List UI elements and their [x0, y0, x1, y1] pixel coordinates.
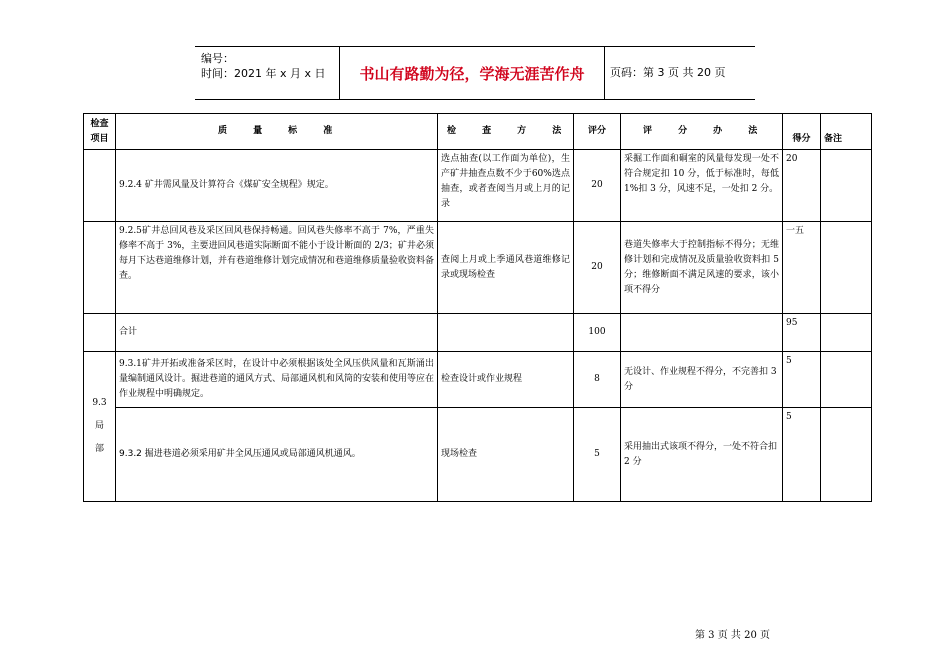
cell-item	[84, 222, 116, 314]
inspection-table	[83, 113, 872, 502]
document-header	[195, 46, 755, 100]
cell-score: 20	[574, 222, 621, 314]
cell-score: 100	[574, 314, 621, 352]
cell-item	[84, 314, 116, 352]
header-standard: 质 量 标 准	[116, 114, 438, 150]
cell-score: 5	[574, 408, 621, 502]
cell-got: 20	[783, 150, 821, 222]
cell-method: 查阅上月或上季通风巷道维修记录或现场检查	[438, 222, 574, 314]
cell-item-section	[84, 352, 116, 502]
table-header-row	[84, 114, 872, 150]
table-row	[84, 222, 872, 314]
cell-got: 95	[783, 314, 821, 352]
header-got: 得分	[783, 114, 821, 150]
cell-scoring: 采用抽出式该项不得分，一处不符合扣 2 分	[621, 408, 783, 502]
cell-method: 现场检查	[438, 408, 574, 502]
cell-remark	[821, 222, 872, 314]
cell-scoring: 采掘工作面和硐室的风量每发现一处不符合规定扣 10 分，低于标准时，每低 1%扣 3 分，风速不足，一处扣 2 分。	[621, 150, 783, 222]
cell-scoring: 无设计、作业规程不得分，不完善扣 3 分	[621, 352, 783, 408]
section-line1: 局	[94, 421, 104, 431]
cell-standard: 9.2.5矿井总回风巷及采区回风巷保持畅通。回风巷失修率不高于 7%，严重失修率不高于 3%，主要进回风巷道实际断面不能小于设计断面的 2/3；矿井必须每月下达巷道维修计划，并有巷道维修计划完成情况和巷道维修质量验收资料备查。	[116, 222, 438, 314]
page-indicator: 页码：第 3 页 共 20 页	[610, 66, 726, 79]
cell-got: 一五	[783, 222, 821, 314]
section-line2: 部	[94, 444, 104, 454]
cell-score: 20	[574, 150, 621, 222]
header-score: 评分	[574, 114, 621, 150]
header-item: 检查项目	[84, 114, 116, 150]
header-divider	[604, 47, 605, 99]
table-row	[84, 150, 872, 222]
date-text: 时间：2021 年 x 月 x 日	[201, 67, 326, 80]
header-left	[201, 51, 326, 81]
cell-method: 检查设计或作业规程	[438, 352, 574, 408]
page-footer: 第 3 页 共 20 页	[695, 630, 770, 641]
header-scoring: 评 分 办 法	[621, 114, 783, 150]
table-row	[84, 352, 872, 408]
header-remark: 备注	[821, 114, 872, 150]
cell-standard: 9.2.4 矿井需风量及计算符合《煤矿安全规程》规定。	[116, 150, 438, 222]
cell-item	[84, 150, 116, 222]
code-label: 编号：	[201, 52, 234, 65]
cell-scoring	[621, 314, 783, 352]
cell-method: 选点抽查(以工作面为单位)，生产矿井抽查点数不少于60%选点抽查，或者查阅当月或上月的记录	[438, 150, 574, 222]
cell-remark	[821, 408, 872, 502]
cell-score: 8	[574, 352, 621, 408]
cell-method	[438, 314, 574, 352]
cell-standard: 合计	[116, 314, 438, 352]
cell-got: 5	[783, 352, 821, 408]
cell-remark	[821, 352, 872, 408]
cell-got: 5	[783, 408, 821, 502]
header-method: 检 查 方 法	[438, 114, 574, 150]
motto: 书山有路勤为径，学海无涯苦作舟	[359, 65, 585, 83]
cell-remark	[821, 150, 872, 222]
cell-scoring: 巷道失修率大于控制指标不得分；无维修计划和完成情况及质量验收资料扣 5 分；维修断面不满足风速的要求，该小项不得分	[621, 222, 783, 314]
table-row-total	[84, 314, 872, 352]
section-code: 9.3	[92, 398, 107, 408]
cell-standard: 9.3.2 掘进巷道必须采用矿井全风压通风或局部通风机通风。	[116, 408, 438, 502]
cell-remark	[821, 314, 872, 352]
cell-standard: 9.3.1矿井开拓或准备采区时，在设计中必须根据该处全风压供风量和瓦斯涌出量编制通风设计。掘进巷道的通风方式、局部通风机和风筒的安装和使用等应在作业规程中明确规定。	[116, 352, 438, 408]
table-row	[84, 408, 872, 502]
